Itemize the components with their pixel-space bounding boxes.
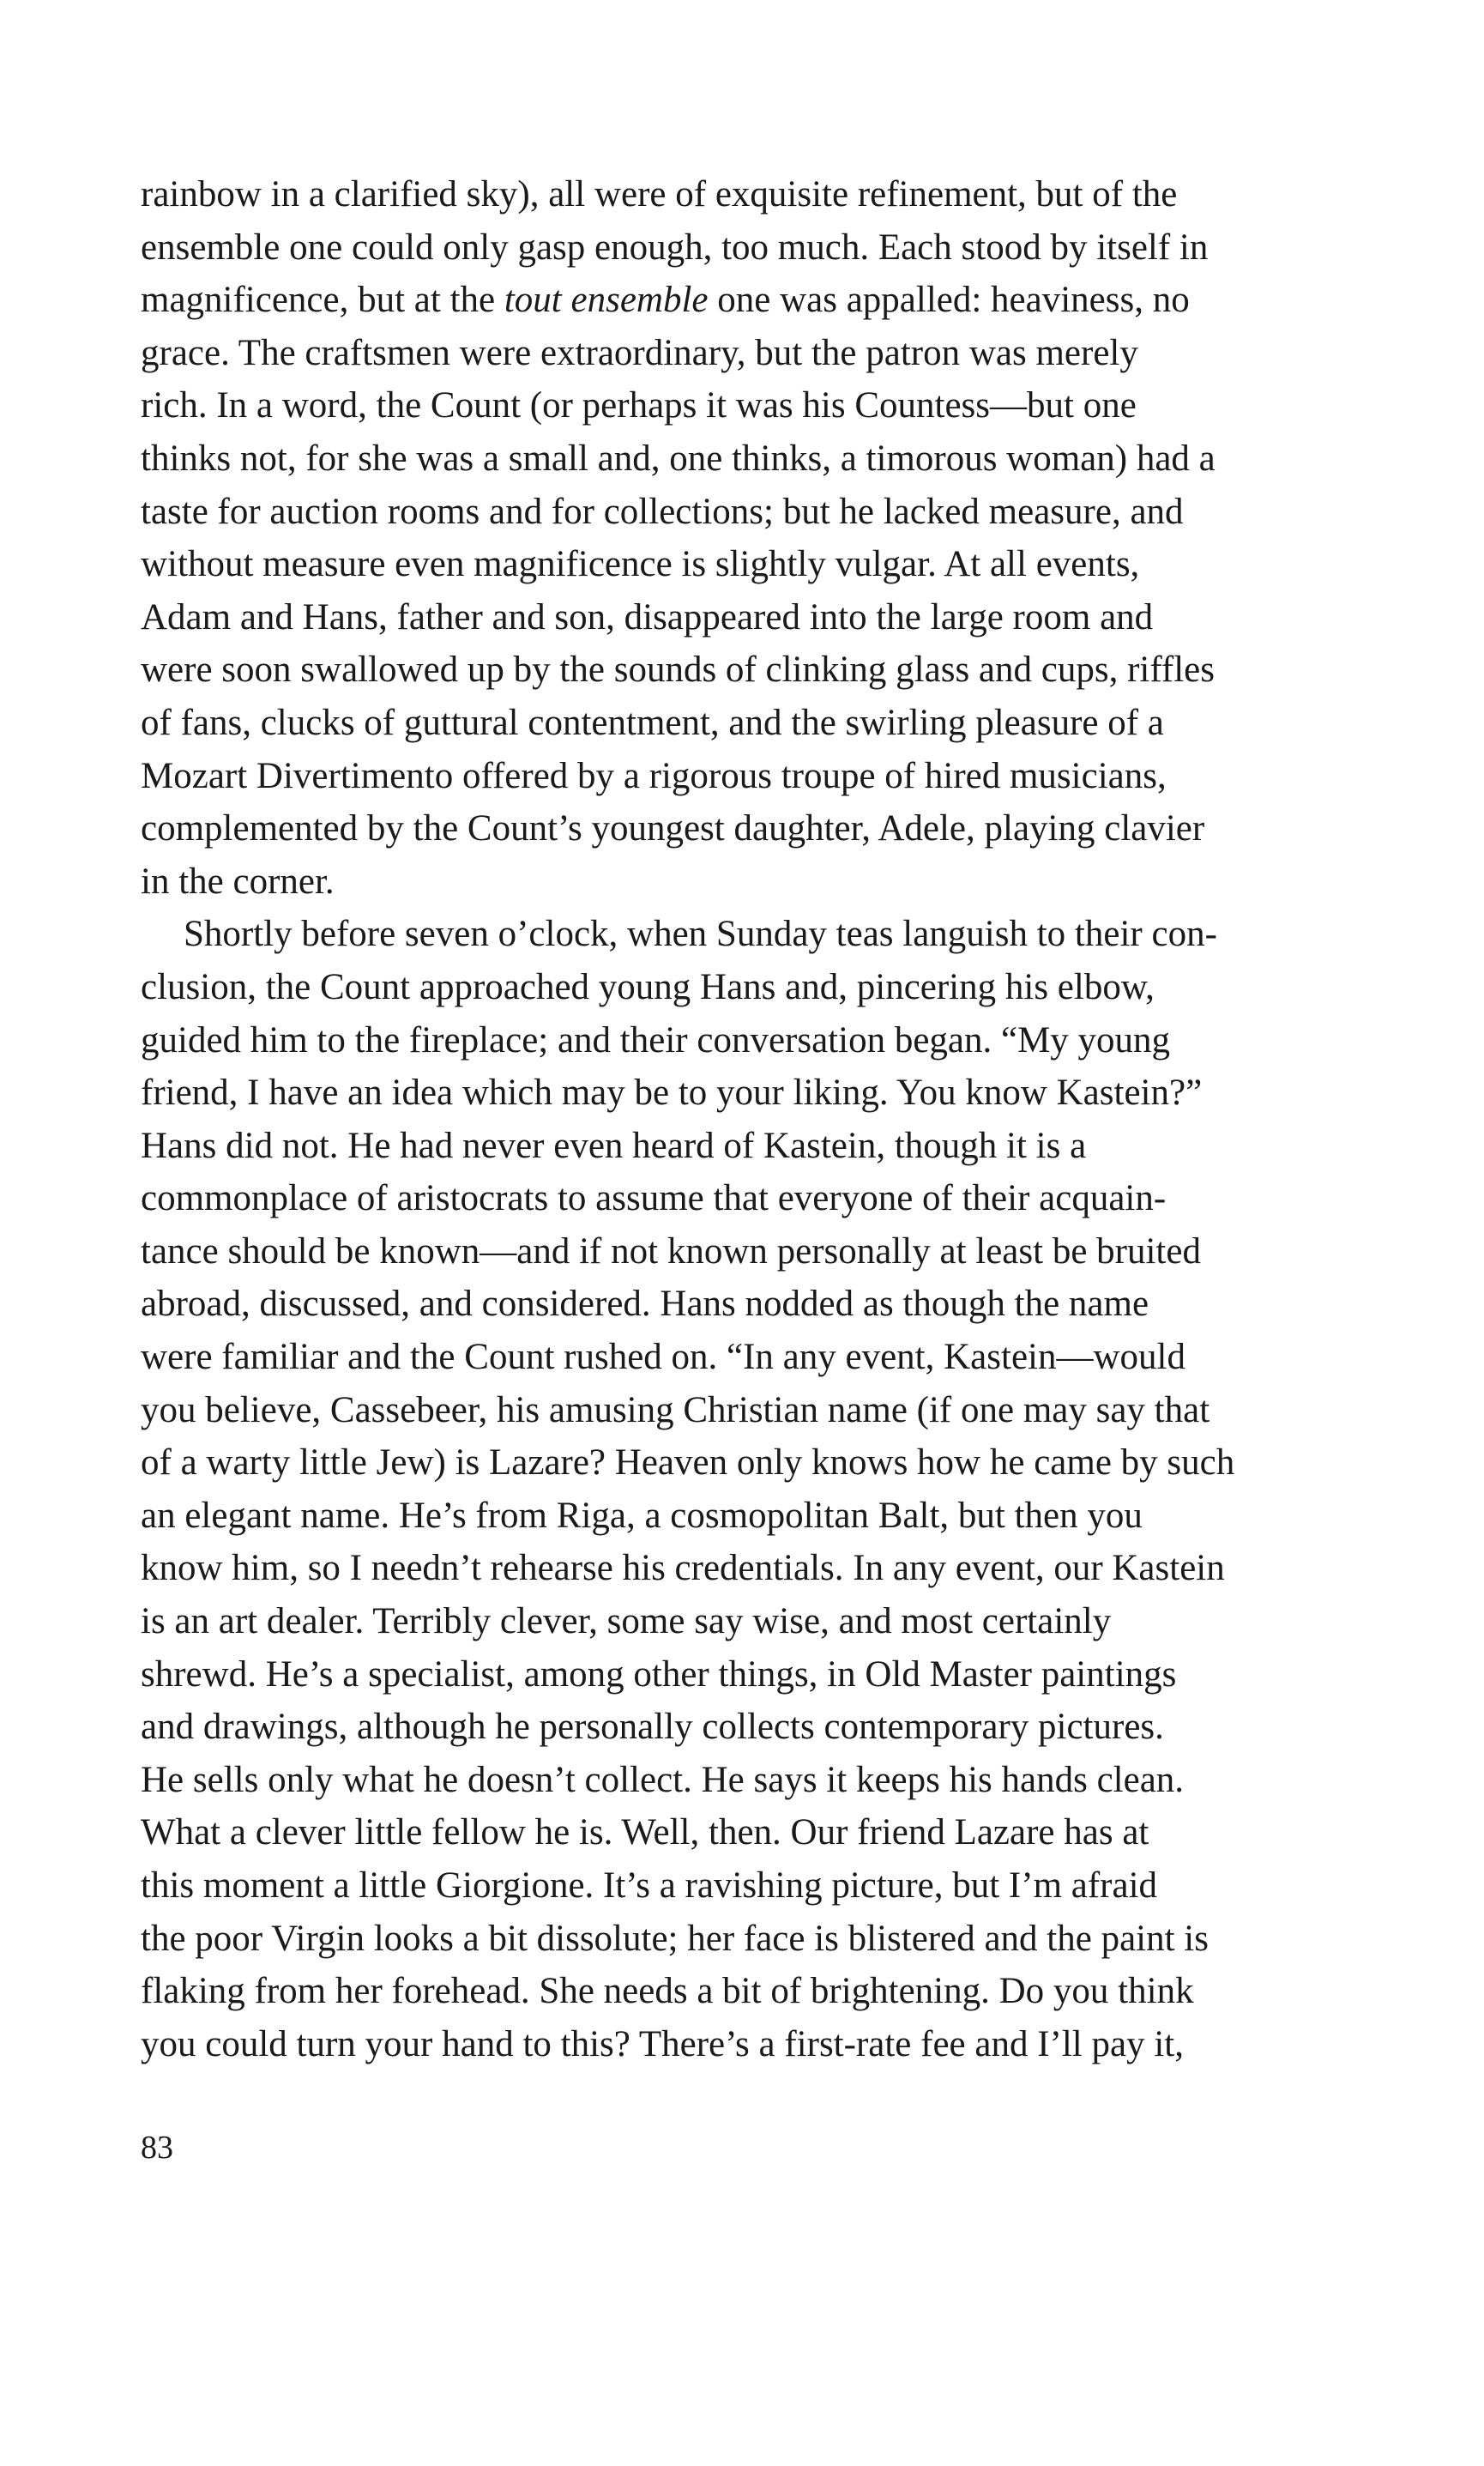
text-line: guided him to the fireplace; and their conversation began. “My young <box>141 1019 1171 1061</box>
text-line: the poor Virgin looks a bit dissolute; her face is blistered and the paint is <box>141 1918 1209 1959</box>
text-line: taste for auction rooms and for collections; but he lacked measure, and <box>141 491 1184 532</box>
text-line: an elegant name. He’s from Riga, a cosmopolitan Balt, but then you <box>141 1495 1143 1536</box>
text-line: shrewd. He’s a specialist, among other things, in Old Master paintings <box>141 1653 1177 1695</box>
text-line: friend, I have an idea which may be to your liking. You know Kastein?” <box>141 1073 1203 1114</box>
text-line: complemented by the Count’s youngest daughter, Adele, playing clavier <box>141 808 1205 849</box>
text-line: He sells only what he doesn’t collect. He says it keeps his hands clean. <box>141 1759 1185 1800</box>
text-line: abroad, discussed, and considered. Hans nodded as though the name <box>141 1284 1149 1325</box>
text-line: Mozart Divertimento offered by a rigorous troupe of hired musicians, <box>141 755 1167 796</box>
text-span: magnificence, but at the <box>141 280 504 321</box>
body-text <box>141 168 1359 2070</box>
text-line: of fans, clucks of guttural contentment, and the swirling pleasure of a <box>141 702 1164 743</box>
text-line: you believe, Cassebeer, his amusing Christian name (if one may say that <box>141 1389 1210 1430</box>
text-line: flaking from her forehead. She needs a bit of brightening. Do you think <box>141 1971 1194 2012</box>
text-line: rich. In a word, the Count (or perhaps it was his Countess—but one <box>141 385 1137 426</box>
text-line: is an art dealer. Terribly clever, some say wise, and most certainly <box>141 1601 1112 1642</box>
text-line: in the corner. <box>141 861 335 902</box>
text-span: one was appalled: heaviness, no <box>708 280 1190 321</box>
text-line: you could turn your hand to this? There’s a first-rate fee and I’ll pay it, <box>141 2023 1184 2064</box>
text-line: What a clever little fellow he is. Well, then. Our friend Lazare has at <box>141 1812 1149 1853</box>
text-line: this moment a little Giorgione. It’s a ravishing picture, but I’m afraid <box>141 1865 1158 1906</box>
text-line: commonplace of aristocrats to assume that everyone of their acquain- <box>141 1178 1167 1219</box>
text-line: know him, so I needn’t rehearse his credentials. In any event, our Kastein <box>141 1548 1225 1589</box>
text-line: rainbow in a clarified sky), all were of exquisite refinement, but of the <box>141 174 1178 215</box>
text-line: were familiar and the Count rushed on. “In any event, Kastein—would <box>141 1337 1185 1378</box>
text-line: tance should be known—and if not known personally at least be bruited <box>141 1230 1201 1272</box>
text-line: were soon swallowed up by the sounds of clinking glass and cups, riffles <box>141 650 1215 691</box>
text-line: of a warty little Jew) is Lazare? Heaven only knows how he came by such <box>141 1442 1235 1484</box>
text-line: Shortly before seven o’clock, when Sunday teas languish to their con- <box>184 914 1217 955</box>
text-line: clusion, the Count approached young Hans and, pincering his elbow, <box>141 966 1155 1007</box>
text-line: without measure even magnificence is slightly vulgar. At all events, <box>141 544 1140 585</box>
text-line: and drawings, although he personally collects contemporary pictures. <box>141 1707 1164 1748</box>
text-line: Hans did not. He had never even heard of Kastein, though it is a <box>141 1125 1087 1166</box>
text-line <box>141 274 1359 327</box>
text-line: Adam and Hans, father and son, disappeared into the large room and <box>141 596 1154 638</box>
page-number: 83 <box>141 2130 173 2166</box>
text-line: thinks not, for she was a small and, one thinks, a timorous woman) had a <box>141 438 1216 479</box>
text-line: ensemble one could only gasp enough, too much. Each stood by itself in <box>141 227 1209 268</box>
text-line: grace. The craftsmen were extraordinary, but the patron was merely <box>141 332 1138 373</box>
italic-phrase: tout ensemble <box>504 280 709 321</box>
